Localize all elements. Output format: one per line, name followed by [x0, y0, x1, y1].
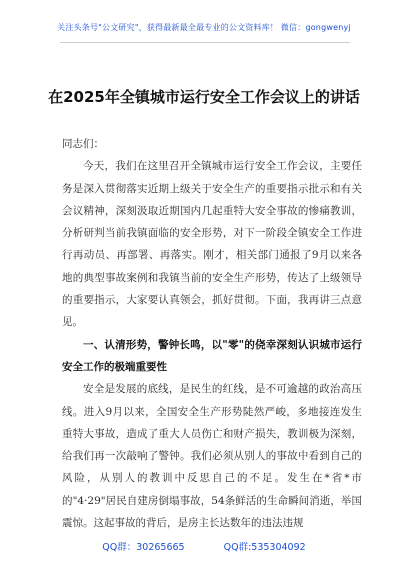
footer-qq-group-1: QQ群：30265665	[102, 542, 185, 553]
section-heading: 一、认清形势，警钟长鸣，以"零"的侥幸深刻认识城市运行安全工作的极端重要性	[62, 338, 362, 373]
salutation: 同志们：	[62, 138, 104, 150]
document-body	[62, 133, 362, 534]
footer-contacts	[0, 539, 408, 553]
section-paragraph: 安全是发展的底线，是民生的红线，是不可逾越的政治高压线。进入9月以来，全国安全生产形势陡然严峻，多地接连发生重特大事故，造成了重大人员伤亡和财产损失，教训极为深刻，给我们再一次敲响了警钟。我们必须从别人的事故中看到自己的风险，从别人的教训中反思自己的不足。发生在*省*市的"4·29"居民自建房倒塌事故，54条鲜活的生命瞬间消逝，举国震惊。这起事故的背后，是房主长达数年的违法违规	[62, 383, 362, 530]
document-title: 在2025年全镇城市运行安全工作会议上的讲话	[48, 88, 360, 106]
header-divider	[60, 42, 350, 43]
footer-qq-group-2: QQ群:535304092	[223, 542, 306, 553]
intro-paragraph: 今天，我们在这里召开全镇城市运行安全工作会议，主要任务是深入贯彻落实近期上级关于安全生产的重要指示批示和有关会议精神，深刻汲取近期国内几起重特大安全事故的惨痛教训，分析研判当前我镇面临的安全形势，对下一阶段全镇安全工作进行再动员、再部署、再落实。刚才，相关部门通报了9月以来各地的典型事故案例和我镇当前的安全生产形势，传达了上级领导的重要指示，大家要认真领会，抓好贯彻。下面，我再讲三点意见。	[62, 160, 362, 329]
header-banner: 关注头条号"公文研究"，获得最新最全最专业的公文资料库！ 微信：gongwenyj	[57, 23, 351, 32]
